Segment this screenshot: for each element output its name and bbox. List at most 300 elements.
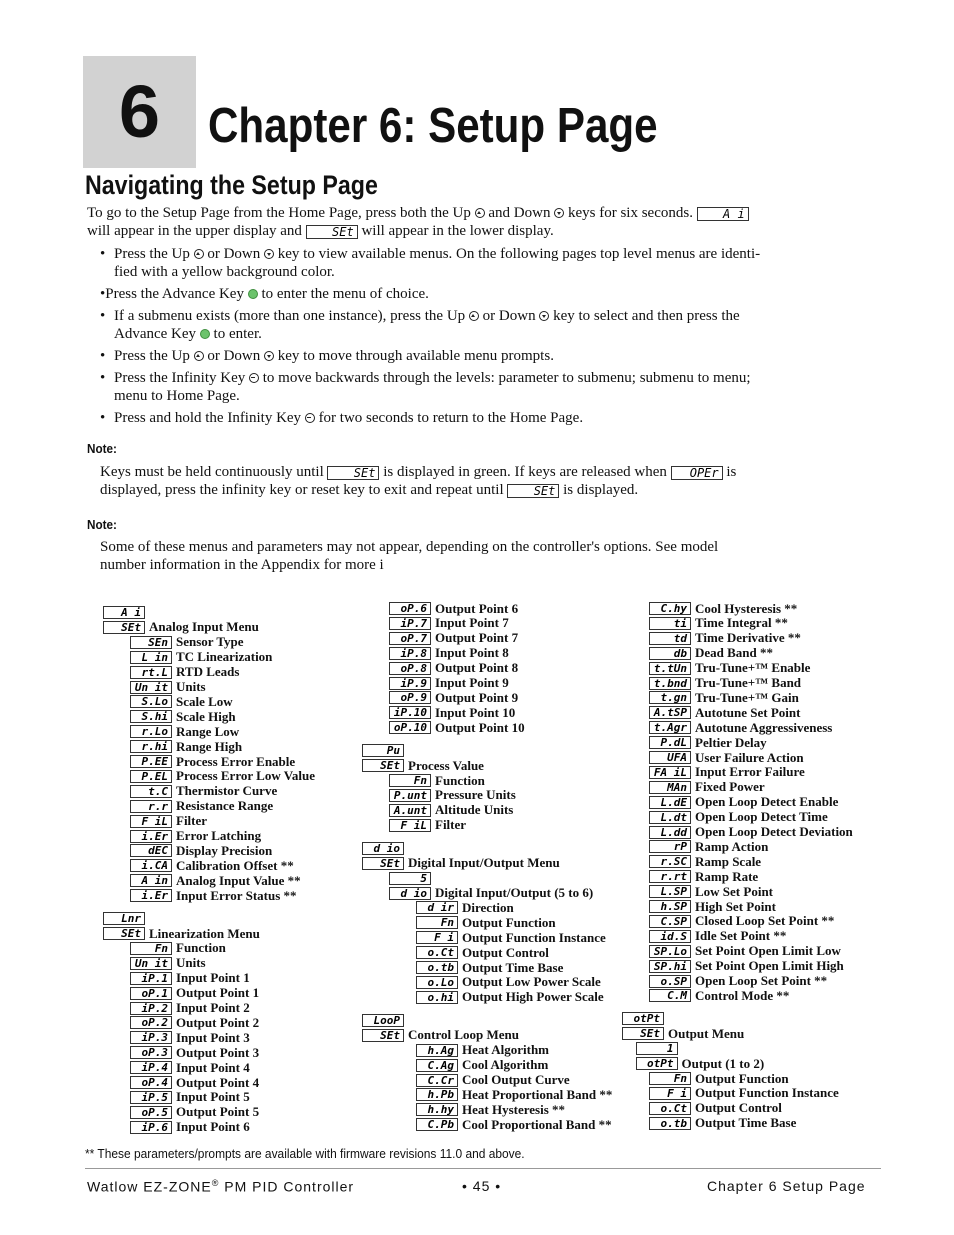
- menu-row-label: Range High: [176, 738, 243, 754]
- menu-row-label: Input Point 5: [176, 1089, 250, 1105]
- lcd-code: i.CA: [130, 859, 172, 872]
- menu-row-label: Open Loop Detect Time: [695, 809, 828, 825]
- menu-row: [130, 635, 244, 650]
- menu-row-label: Input Point 9: [435, 675, 509, 690]
- advance-key-icon: [248, 289, 258, 299]
- lcd-code: iP.4: [130, 1061, 172, 1074]
- menu-row-label: Thermistor Curve: [176, 783, 278, 799]
- lcd-code: Un it: [130, 681, 172, 694]
- menu-row-label: Range Low: [176, 723, 240, 739]
- lcd-code: L.SP: [649, 885, 691, 898]
- lcd-code: db: [649, 647, 691, 660]
- menu-row: [416, 1117, 612, 1132]
- lcd-code: Fn: [130, 942, 172, 955]
- menu-row: [130, 873, 301, 888]
- menu-row: [130, 843, 272, 858]
- menu-row-label: Input Error Failure: [695, 764, 805, 780]
- menu-row: [130, 724, 239, 739]
- page-number: • 45 •: [462, 1178, 502, 1194]
- menu-row-label: Calibration Offset **: [176, 857, 294, 873]
- menu-row-label: Process Error Enable: [176, 753, 296, 769]
- menu-row: [649, 601, 797, 616]
- menu-row-label: Ramp Scale: [695, 853, 762, 869]
- menu-row-label: Set Point Open Limit Low: [695, 943, 841, 959]
- lcd-code: SP.Lo: [649, 945, 691, 958]
- bullet-item: • If a submenu exists (more than one instance), press the Up or Down key to select and then press the Advance Key to enter.: [100, 308, 740, 342]
- lcd-code: S.Lo: [130, 695, 172, 708]
- lcd-code: Lnr: [103, 912, 145, 925]
- menu-row: [130, 769, 315, 784]
- section-title: Navigating the Setup Page: [85, 170, 378, 200]
- menu-row: [622, 1011, 668, 1026]
- lcd-code: r.r: [130, 800, 172, 813]
- bullet-item: • Press the Up or Down key to view available menus. On the following pages top level menus are identi- fied with a yellow background color.: [100, 246, 761, 280]
- menu-row-label: Units: [176, 955, 206, 971]
- menu-row: [416, 990, 604, 1005]
- menu-row: [649, 646, 773, 661]
- menu-row-label: Function: [176, 940, 226, 956]
- menu-row: [649, 690, 799, 705]
- lcd-code: iP.7: [389, 617, 431, 630]
- lcd-code: 5: [389, 872, 431, 885]
- menu-row: [649, 1086, 839, 1101]
- menu-row: [636, 1056, 765, 1071]
- menu-row: [389, 788, 516, 803]
- infinity-key-icon: [305, 413, 315, 423]
- lcd-code: o.SP: [649, 975, 691, 988]
- note-2-text: Some of these menus and parameters may not appear, depending on the controller's options. See model number information in the Appendix for more i: [100, 539, 719, 573]
- menu-row: [130, 986, 259, 1001]
- lcd-code: F i: [416, 931, 458, 944]
- menu-row-label: Input Point 6: [176, 1119, 250, 1135]
- menu-row: [130, 680, 206, 695]
- lcd-code: A in: [130, 874, 172, 887]
- menu-row: [649, 944, 841, 959]
- lcd-code: d io: [362, 842, 404, 855]
- menu-row: [103, 605, 149, 620]
- menu-row: [649, 839, 768, 854]
- menu-row: [649, 869, 758, 884]
- menu-row: [130, 1001, 250, 1016]
- menu-row-label: Output Function: [695, 1070, 789, 1086]
- menu-row: [130, 888, 297, 903]
- menu-row-label: Linearization Menu: [149, 925, 260, 941]
- lcd-code: Fn: [389, 774, 431, 787]
- lcd-code: i.Er: [130, 889, 172, 902]
- menu-row: [130, 709, 236, 724]
- note-label: Note:: [87, 441, 117, 456]
- lcd-code: oP.7: [389, 632, 431, 645]
- lcd-code: oP.10: [389, 721, 431, 734]
- menu-row-label: Pressure Units: [435, 787, 516, 803]
- lcd-code: rP: [649, 840, 691, 853]
- menu-row-label: Autotune Aggressiveness: [695, 719, 833, 735]
- menu-row: [649, 735, 767, 750]
- bullet-item: •Press the Advance Key to enter the menu of choice.: [100, 286, 429, 302]
- lcd-code: r.SC: [649, 855, 691, 868]
- lcd-display: SEt: [327, 466, 379, 480]
- lcd-code: h.hy: [416, 1103, 458, 1116]
- lcd-code: F i: [649, 1087, 691, 1100]
- menu-row-label: RTD Leads: [176, 664, 240, 680]
- menu-row-label: Digital Input/Output Menu: [408, 855, 560, 871]
- menu-row: [130, 1030, 250, 1045]
- menu-row: [416, 1043, 549, 1058]
- lcd-code: otPt: [636, 1057, 678, 1070]
- lcd-code: r.Lo: [130, 725, 172, 738]
- lcd-code: A.tSP: [649, 706, 691, 719]
- menu-row: [649, 1071, 789, 1086]
- menu-row: [416, 900, 514, 915]
- lcd-code: 1: [636, 1042, 678, 1055]
- chapter-title: Chapter 6: Setup Page: [208, 99, 658, 153]
- menu-row: [649, 661, 810, 676]
- footer-chapter: Chapter 6 Setup Page: [707, 1178, 866, 1194]
- lcd-code: o.Lo: [416, 976, 458, 989]
- menu-row-label: Output Point 7: [435, 630, 519, 646]
- menu-row-label: Units: [176, 679, 206, 694]
- lcd-code: F iL: [389, 819, 431, 832]
- menu-row-label: Process Error Low Value: [176, 768, 316, 784]
- menu-row-label: Cool Hysteresis **: [695, 600, 798, 616]
- menu-row-label: Digital Input/Output (5 to 6): [435, 885, 594, 901]
- menu-row: [103, 620, 259, 635]
- lcd-code: h.Ag: [416, 1044, 458, 1057]
- menu-row: [649, 854, 761, 869]
- menu-row-label: Open Loop Set Point **: [695, 973, 828, 988]
- down-key-icon: [539, 311, 549, 321]
- menu-row-label: Ramp Rate: [695, 868, 759, 884]
- menu-row: [130, 650, 272, 665]
- menu-row-label: Error Latching: [176, 828, 262, 843]
- menu-row-label: Filter: [435, 817, 467, 833]
- lcd-code: L.dt: [649, 811, 691, 824]
- menu-row: [130, 739, 242, 754]
- lcd-code: A.unt: [389, 804, 431, 817]
- menu-row: [649, 720, 832, 735]
- menu-row-label: Input Error Status **: [176, 887, 297, 903]
- chapter-number-block: [83, 56, 196, 168]
- lcd-code: oP.1: [130, 987, 172, 1000]
- menu-row: [130, 956, 206, 971]
- lcd-code: iP.2: [130, 1002, 172, 1015]
- lcd-code: Pu: [362, 744, 404, 757]
- lcd-code: P.unt: [389, 789, 431, 802]
- menu-row: [649, 705, 800, 720]
- menu-row-label: Output Function: [462, 914, 556, 930]
- lcd-code: Un it: [130, 957, 172, 970]
- menu-row: [649, 884, 773, 899]
- menu-row: [389, 773, 485, 788]
- menu-row-label: Input Point 3: [176, 1029, 250, 1045]
- menu-row-label: Low Set Point: [695, 883, 773, 899]
- menu-row-label: Heat Hysteresis **: [462, 1101, 566, 1117]
- menu-row: [649, 631, 801, 646]
- menu-row-label: Fixed Power: [695, 779, 765, 795]
- intro-line-2: will appear in the upper display and SEt will appear in the lower display.: [87, 223, 554, 239]
- menu-row: [649, 616, 788, 631]
- menu-row: [622, 1026, 744, 1041]
- menu-row: [389, 690, 518, 705]
- menu-row-label: Dead Band **: [695, 645, 774, 661]
- menu-row-label: Output Function Instance: [462, 929, 606, 945]
- menu-row-label: Set Point Open Limit High: [695, 958, 844, 974]
- menu-row-label: Output Function Instance: [695, 1085, 839, 1101]
- lcd-code: L.dE: [649, 796, 691, 809]
- menu-row: [636, 1041, 682, 1056]
- menu-row-label: Output Control: [695, 1100, 782, 1116]
- lcd-code: C.Pb: [416, 1118, 458, 1131]
- menu-row: [362, 1028, 519, 1043]
- menu-row: [130, 1105, 259, 1120]
- menu-row: [362, 758, 484, 773]
- lcd-code: SEt: [103, 621, 145, 634]
- menu-row: [416, 975, 601, 990]
- menu-row: [130, 1015, 259, 1030]
- lcd-code: C.M: [649, 989, 691, 1002]
- menu-row: [416, 1087, 612, 1102]
- lcd-code: Fn: [649, 1072, 691, 1085]
- note-1-text: Keys must be held continuously until SEt is displayed in green. If keys are released when OPEr is displayed, press the infinity key or reset key to exit and repeat until SEt is displayed.: [100, 464, 737, 498]
- lcd-code: iP.3: [130, 1031, 172, 1044]
- menu-row-label: Output Menu: [668, 1025, 745, 1041]
- lcd-code: o.Ct: [416, 946, 458, 959]
- lcd-code: iP.10: [389, 706, 431, 719]
- lcd-code: r.hi: [130, 740, 172, 753]
- lcd-code: h.SP: [649, 900, 691, 913]
- up-key-icon: [469, 311, 479, 321]
- lcd-code: id.S: [649, 930, 691, 943]
- lcd-code: L in: [130, 651, 172, 664]
- lcd-code: ti: [649, 617, 691, 630]
- menu-row: [649, 959, 844, 974]
- lcd-display: SEt: [507, 484, 559, 498]
- menu-row-label: Input Point 8: [435, 645, 509, 661]
- lcd-code: SEt: [622, 1027, 664, 1040]
- lcd-code: SEt: [362, 1029, 404, 1042]
- menu-row: [389, 803, 513, 818]
- lcd-code: S.hi: [130, 710, 172, 723]
- lcd-code: iP.9: [389, 677, 431, 690]
- menu-row: [389, 705, 515, 720]
- menu-row: [362, 1013, 408, 1028]
- lcd-code: A i: [103, 606, 145, 619]
- menu-row: [130, 829, 261, 844]
- menu-row: [649, 810, 828, 825]
- note-label: Note:: [87, 517, 117, 532]
- menu-row: [416, 1102, 565, 1117]
- footer-divider: [85, 1168, 881, 1169]
- menu-row: [649, 795, 838, 810]
- lcd-code: SEn: [130, 636, 172, 649]
- menu-row-label: Output Time Base: [695, 1115, 797, 1131]
- lcd-display: OPEr: [671, 466, 723, 480]
- menu-row: [389, 646, 509, 661]
- lcd-code: UFA: [649, 751, 691, 764]
- lcd-code: t.tUn: [649, 662, 691, 675]
- menu-row-label: Output Point 6: [435, 600, 519, 616]
- intro-line-1: To go to the Setup Page from the Home Page, press both the Up and Down keys for six seconds. A i: [87, 204, 877, 222]
- menu-row: [130, 858, 294, 873]
- bullet-item: • Press and hold the Infinity Key for two seconds to return to the Home Page.: [100, 410, 584, 426]
- menu-row-label: Filter: [176, 813, 208, 829]
- menu-row-label: Output Point 10: [435, 719, 525, 735]
- menu-row: [416, 1058, 548, 1073]
- up-key-icon: [475, 208, 485, 218]
- menu-row: [389, 818, 466, 833]
- menu-row-label: Input Point 1: [176, 970, 250, 986]
- lcd-code: o.Ct: [649, 1102, 691, 1115]
- lcd-code: t.gn: [649, 691, 691, 704]
- menu-row-label: Heat Algorithm: [462, 1042, 550, 1058]
- menu-row-label: Tru-Tune+™ Band: [695, 675, 802, 690]
- lcd-code: P.EE: [130, 755, 172, 768]
- menu-row-label: Scale Low: [176, 693, 233, 709]
- advance-key-icon: [200, 329, 210, 339]
- menu-row: [649, 825, 853, 840]
- lcd-code: oP.3: [130, 1046, 172, 1059]
- menu-row: [649, 974, 827, 989]
- menu-row: [130, 1060, 250, 1075]
- lcd-code: SP.hi: [649, 960, 691, 973]
- lcd-code: t.bnd: [649, 677, 691, 690]
- lcd-code: t.Agr: [649, 721, 691, 734]
- menu-row: [362, 743, 408, 758]
- menu-row-label: Display Precision: [176, 842, 273, 858]
- menu-row: [130, 754, 295, 769]
- menu-row-label: High Set Point: [695, 898, 776, 914]
- menu-row: [649, 988, 789, 1003]
- lcd-code: SEt: [103, 927, 145, 940]
- lcd-code: SEt: [362, 759, 404, 772]
- menu-row-label: Input Point 2: [176, 1000, 250, 1016]
- lcd-code: oP.6: [389, 602, 431, 615]
- down-key-icon: [264, 351, 274, 361]
- menu-row: [416, 1073, 570, 1088]
- lcd-code: oP.4: [130, 1076, 172, 1089]
- lcd-code: otPt: [622, 1012, 664, 1025]
- lcd-code: r.rt: [649, 870, 691, 883]
- menu-row-label: Heat Proportional Band **: [462, 1086, 613, 1102]
- bullet-item: • Press the Up or Down key to move through available menu prompts.: [100, 348, 554, 364]
- menu-row-label: Analog Input Menu: [149, 619, 259, 635]
- menu-row: [389, 676, 509, 691]
- menu-row-label: Output Point 9: [435, 689, 519, 705]
- menu-row-label: Function: [435, 772, 485, 788]
- menu-row-label: Output Point 1: [176, 985, 260, 1001]
- menu-row: [389, 886, 593, 901]
- menu-row-label: Control Mode **: [695, 987, 790, 1003]
- menu-row: [416, 960, 563, 975]
- lcd-code: C.hy: [649, 602, 691, 615]
- menu-row-label: Open Loop Detect Deviation: [695, 824, 853, 839]
- menu-row-label: Sensor Type: [176, 634, 244, 650]
- lcd-code: C.SP: [649, 915, 691, 928]
- lcd-code: C.Cr: [416, 1074, 458, 1087]
- lcd-code: LooP: [362, 1014, 404, 1027]
- menu-row-label: Resistance Range: [176, 798, 274, 814]
- menu-row: [130, 799, 273, 814]
- menu-row-label: Open Loop Detect Enable: [695, 794, 839, 810]
- lcd-code: C.Ag: [416, 1059, 458, 1072]
- menu-row-label: Closed Loop Set Point **: [695, 913, 835, 929]
- menu-row: [649, 750, 804, 765]
- lcd-code: SEt: [362, 857, 404, 870]
- lcd-code: rt.L: [130, 666, 172, 679]
- menu-row-label: Input Point 7: [435, 615, 509, 631]
- menu-row-label: Cool Proportional Band **: [462, 1116, 612, 1132]
- menu-row: [130, 1075, 259, 1090]
- lcd-code: oP.5: [130, 1106, 172, 1119]
- lcd-code: oP.2: [130, 1016, 172, 1029]
- up-key-icon: [194, 249, 204, 259]
- menu-row-label: TC Linearization: [176, 649, 273, 665]
- menu-row-label: Direction: [462, 899, 514, 915]
- down-key-icon: [264, 249, 274, 259]
- lcd-code: o.tb: [416, 961, 458, 974]
- lcd-code: i.Er: [130, 830, 172, 843]
- menu-row: [389, 601, 518, 616]
- menu-row-label: Output (1 to 2): [681, 1055, 765, 1071]
- menu-row-label: Altitude Units: [435, 802, 514, 818]
- menu-row: [130, 971, 250, 986]
- menu-row-label: Output Point 3: [176, 1044, 260, 1060]
- lcd-code: iP.6: [130, 1121, 172, 1134]
- menu-row: [649, 929, 786, 944]
- lcd-code: o.tb: [649, 1117, 691, 1130]
- menu-row: [130, 941, 226, 956]
- lcd-display: A i: [697, 207, 749, 221]
- menu-row-label: Cool Algorithm: [462, 1057, 549, 1073]
- menu-row: [389, 616, 509, 631]
- lcd-code: iP.1: [130, 972, 172, 985]
- menu-row-label: Output Point 5: [176, 1104, 260, 1120]
- menu-row: [389, 871, 435, 886]
- lcd-code: dEC: [130, 844, 172, 857]
- menu-row: [362, 856, 560, 871]
- menu-row-label: Peltier Delay: [695, 734, 767, 750]
- menu-row: [103, 926, 260, 941]
- menu-row: [649, 899, 776, 914]
- down-key-icon: [554, 208, 564, 218]
- menu-row-label: Time Derivative **: [695, 630, 801, 646]
- lcd-code: iP.5: [130, 1091, 172, 1104]
- menu-row-label: Time Integral **: [695, 615, 788, 631]
- menu-row-label: Output High Power Scale: [462, 989, 604, 1005]
- menu-row: [130, 784, 277, 799]
- menu-row: [362, 841, 408, 856]
- menu-row-label: Idle Set Point **: [695, 928, 787, 944]
- menu-row-label: Scale High: [176, 708, 236, 724]
- menu-row-label: Input Point 10: [435, 704, 516, 720]
- menu-row-label: Analog Input Value **: [176, 872, 301, 888]
- menu-row: [649, 914, 834, 929]
- menu-row-label: User Failure Action: [695, 749, 804, 765]
- lcd-code: P.dL: [649, 736, 691, 749]
- lcd-display: SEt: [306, 225, 358, 239]
- chapter-number: 6: [118, 70, 161, 153]
- lcd-code: d ir: [416, 901, 458, 914]
- infinity-key-icon: [249, 373, 259, 383]
- menu-row: [649, 780, 765, 795]
- menu-row-label: Output Point 2: [176, 1014, 260, 1030]
- up-key-icon: [194, 351, 204, 361]
- menu-row: [130, 694, 233, 709]
- menu-row-label: Cool Output Curve: [462, 1072, 570, 1088]
- menu-row: [130, 1090, 250, 1105]
- menu-row: [130, 665, 239, 680]
- menu-row-label: Output Low Power Scale: [462, 974, 601, 990]
